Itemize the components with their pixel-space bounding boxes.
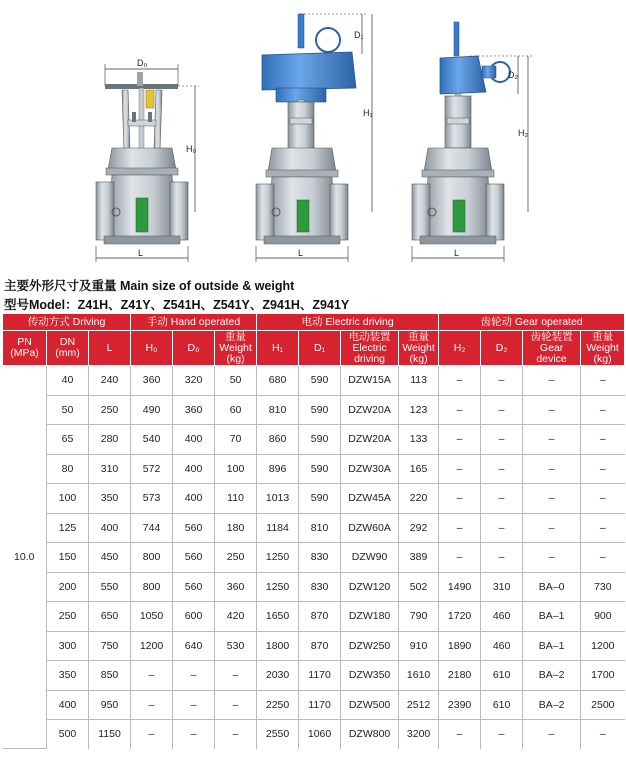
header-line: H₂ bbox=[453, 341, 466, 354]
group-driving: 传动方式 Driving bbox=[3, 314, 131, 331]
header-line: PN bbox=[17, 336, 32, 348]
table-cell: 3200 bbox=[399, 720, 439, 749]
table-cell: 125 bbox=[47, 513, 89, 543]
col-d1 bbox=[299, 331, 341, 366]
table-cell: 40 bbox=[47, 366, 89, 396]
group-hand: 手动 Hand operated bbox=[131, 314, 257, 331]
spec-table bbox=[2, 313, 625, 749]
table-cell: 830 bbox=[299, 543, 341, 573]
table-cell: 1050 bbox=[131, 602, 173, 632]
table-cell: 540 bbox=[131, 425, 173, 455]
table-cell: 590 bbox=[299, 484, 341, 514]
col-dn bbox=[47, 331, 89, 366]
table-cell: BA–2 bbox=[523, 661, 581, 691]
table-cell: 180 bbox=[215, 513, 257, 543]
header-line: Electric bbox=[352, 341, 387, 354]
table-cell: 220 bbox=[399, 484, 439, 514]
header-line: (kg) bbox=[593, 352, 612, 365]
table-cell: – bbox=[481, 425, 523, 455]
table-cell: 2030 bbox=[257, 661, 299, 691]
table-cell: 680 bbox=[257, 366, 299, 396]
table-cell: BA–1 bbox=[523, 631, 581, 661]
col-pn bbox=[3, 331, 47, 366]
table-cell: 1720 bbox=[439, 602, 481, 632]
table-cell: 810 bbox=[299, 513, 341, 543]
col-weight-electric bbox=[399, 331, 439, 366]
table-row bbox=[3, 543, 625, 573]
table-cell: – bbox=[523, 513, 581, 543]
table-cell: DZW15A bbox=[341, 366, 399, 396]
table-cell: 400 bbox=[89, 513, 131, 543]
table-cell: 896 bbox=[257, 454, 299, 484]
table-cell: – bbox=[439, 366, 481, 396]
table-cell: 400 bbox=[173, 425, 215, 455]
table-body bbox=[3, 366, 625, 749]
table-cell: – bbox=[439, 484, 481, 514]
table-cell: 70 bbox=[215, 425, 257, 455]
table-row bbox=[3, 454, 625, 484]
col-h0 bbox=[131, 331, 173, 366]
table-cell: DZW120 bbox=[341, 572, 399, 602]
table-cell: DZW45A bbox=[341, 484, 399, 514]
table-cell: 113 bbox=[399, 366, 439, 396]
table-cell: 250 bbox=[215, 543, 257, 573]
header-line: Weight bbox=[586, 341, 619, 354]
table-cell: 790 bbox=[399, 602, 439, 632]
table-cell: 310 bbox=[89, 454, 131, 484]
table-row bbox=[3, 631, 625, 661]
header-line: 重量 bbox=[592, 330, 614, 343]
table-cell: 133 bbox=[399, 425, 439, 455]
gear-valve-drawing bbox=[412, 22, 532, 262]
table-cell: 60 bbox=[215, 395, 257, 425]
table-cell: DZW800 bbox=[341, 720, 399, 749]
table-cell: 850 bbox=[89, 661, 131, 691]
col-weight-hand bbox=[215, 331, 257, 366]
header-line: D₀ bbox=[187, 341, 200, 354]
table-cell: 573 bbox=[131, 484, 173, 514]
table-row bbox=[3, 395, 625, 425]
label-l-right: L bbox=[454, 248, 460, 258]
table-cell: – bbox=[439, 395, 481, 425]
table-row bbox=[3, 572, 625, 602]
table-cell: DZW20A bbox=[341, 425, 399, 455]
table-cell: 400 bbox=[47, 690, 89, 720]
header-line: Weight bbox=[402, 341, 435, 354]
col-l bbox=[89, 331, 131, 366]
table-cell: 640 bbox=[173, 631, 215, 661]
table-cell: 610 bbox=[481, 661, 523, 691]
table-cell: DZW30A bbox=[341, 454, 399, 484]
table-cell: – bbox=[131, 690, 173, 720]
table-cell: – bbox=[439, 454, 481, 484]
table-cell: – bbox=[581, 484, 625, 514]
table-cell: – bbox=[481, 513, 523, 543]
header-line: (kg) bbox=[409, 352, 428, 365]
table-cell: – bbox=[215, 690, 257, 720]
table-cell: 1170 bbox=[299, 661, 341, 691]
table-cell: 530 bbox=[215, 631, 257, 661]
table-cell: 110 bbox=[215, 484, 257, 514]
table-cell: 1250 bbox=[257, 543, 299, 573]
table-cell: 50 bbox=[215, 366, 257, 396]
table-cell: – bbox=[131, 661, 173, 691]
header-line: DN bbox=[59, 336, 76, 348]
table-cell: DZW500 bbox=[341, 690, 399, 720]
table-cell: – bbox=[581, 513, 625, 543]
table-cell: 1060 bbox=[299, 720, 341, 749]
table-cell: 300 bbox=[47, 631, 89, 661]
table-cell: DZW250 bbox=[341, 631, 399, 661]
table-row bbox=[3, 690, 625, 720]
table-cell: 350 bbox=[89, 484, 131, 514]
table-cell: – bbox=[439, 513, 481, 543]
table-row bbox=[3, 602, 625, 632]
table-cell: 1250 bbox=[257, 572, 299, 602]
table-cell: 360 bbox=[215, 572, 257, 602]
table-cell: 1150 bbox=[89, 720, 131, 749]
table-cell: – bbox=[523, 425, 581, 455]
table-cell: 400 bbox=[173, 454, 215, 484]
table-cell: 1890 bbox=[439, 631, 481, 661]
table-cell: – bbox=[523, 543, 581, 573]
table-cell: 1170 bbox=[299, 690, 341, 720]
group-electric: 电动 Electric driving bbox=[257, 314, 439, 331]
table-cell: 320 bbox=[173, 366, 215, 396]
table-cell: 560 bbox=[173, 572, 215, 602]
table-cell: 280 bbox=[89, 425, 131, 455]
table-cell: DZW20A bbox=[341, 395, 399, 425]
header-line: H₁ bbox=[271, 341, 284, 354]
table-cell: 800 bbox=[131, 572, 173, 602]
col-h1 bbox=[257, 331, 299, 366]
table-cell: 2250 bbox=[257, 690, 299, 720]
table-cell: 389 bbox=[399, 543, 439, 573]
table-row bbox=[3, 513, 625, 543]
header-line: driving bbox=[354, 352, 386, 365]
header-line: device bbox=[536, 352, 567, 365]
table-cell: – bbox=[439, 425, 481, 455]
table-cell: 870 bbox=[299, 602, 341, 632]
header-line: Weight bbox=[219, 341, 252, 354]
table-cell: 1184 bbox=[257, 513, 299, 543]
table-cell: DZW180 bbox=[341, 602, 399, 632]
table-cell: 240 bbox=[89, 366, 131, 396]
table-cell: DZW350 bbox=[341, 661, 399, 691]
label-h2: H₂ bbox=[518, 128, 528, 138]
table-cell: – bbox=[215, 661, 257, 691]
electric-valve-drawing bbox=[256, 14, 373, 262]
section-title: 主要外形尺寸及重量 Main size of outside & weight bbox=[4, 279, 295, 293]
table-row bbox=[3, 720, 625, 749]
table-cell: 810 bbox=[257, 395, 299, 425]
table-cell: 590 bbox=[299, 395, 341, 425]
table-cell: 560 bbox=[173, 543, 215, 573]
table-cell: 100 bbox=[47, 484, 89, 514]
table-cell: – bbox=[439, 543, 481, 573]
table-cell: DZW90 bbox=[341, 543, 399, 573]
table-cell: – bbox=[523, 720, 581, 749]
model-line: 型号Model：Z41H、Z41Y、Z541H、Z541Y、Z941H、Z941Y bbox=[4, 298, 350, 312]
group-header-row bbox=[3, 314, 625, 331]
label-d2: D₂ bbox=[508, 70, 518, 80]
table-cell: – bbox=[173, 661, 215, 691]
label-h0: H₀ bbox=[186, 144, 197, 154]
table-cell: – bbox=[581, 543, 625, 573]
table-cell: 830 bbox=[299, 572, 341, 602]
header-line: D₂ bbox=[495, 341, 508, 354]
table-cell: 2180 bbox=[439, 661, 481, 691]
label-d1: D₁ bbox=[354, 30, 364, 40]
hand-valve-drawing bbox=[96, 58, 199, 262]
table-cell: 590 bbox=[299, 366, 341, 396]
table-row bbox=[3, 366, 625, 396]
table-cell: – bbox=[523, 484, 581, 514]
table-cell: – bbox=[173, 720, 215, 749]
table-cell: – bbox=[131, 720, 173, 749]
table-cell: 1800 bbox=[257, 631, 299, 661]
table-cell: – bbox=[581, 366, 625, 396]
table-cell: 400 bbox=[173, 484, 215, 514]
table-cell: 2390 bbox=[439, 690, 481, 720]
table-cell: – bbox=[523, 366, 581, 396]
table-cell: 572 bbox=[131, 454, 173, 484]
table-cell: 250 bbox=[89, 395, 131, 425]
table-cell: 100 bbox=[215, 454, 257, 484]
table-cell: – bbox=[439, 720, 481, 749]
header-line: 重量 bbox=[408, 330, 430, 343]
label-l-left: L bbox=[138, 248, 144, 258]
table-cell: 590 bbox=[299, 454, 341, 484]
table-cell: DZW60A bbox=[341, 513, 399, 543]
column-header-row bbox=[3, 331, 625, 366]
table-cell: – bbox=[481, 543, 523, 573]
table-cell: 50 bbox=[47, 395, 89, 425]
table-cell: 80 bbox=[47, 454, 89, 484]
table-cell: 65 bbox=[47, 425, 89, 455]
table-cell: 250 bbox=[47, 602, 89, 632]
header-line: (MPa) bbox=[10, 347, 39, 359]
table-cell: – bbox=[523, 395, 581, 425]
table-cell: BA–0 bbox=[523, 572, 581, 602]
table-cell: 360 bbox=[131, 366, 173, 396]
table-cell: 292 bbox=[399, 513, 439, 543]
table-cell: 1013 bbox=[257, 484, 299, 514]
col-h2 bbox=[439, 331, 481, 366]
table-cell: 200 bbox=[47, 572, 89, 602]
table-cell: – bbox=[173, 690, 215, 720]
table-cell: – bbox=[581, 395, 625, 425]
table-cell: 590 bbox=[299, 425, 341, 455]
header-line: H₀ bbox=[145, 341, 158, 354]
table-cell: 350 bbox=[47, 661, 89, 691]
table-cell: 730 bbox=[581, 572, 625, 602]
table-cell: 870 bbox=[299, 631, 341, 661]
table-cell: 1650 bbox=[257, 602, 299, 632]
table-cell: 1700 bbox=[581, 661, 625, 691]
table-cell: – bbox=[481, 720, 523, 749]
header-line: 齿轮装置 bbox=[530, 330, 573, 343]
table-cell: 2550 bbox=[257, 720, 299, 749]
table-cell: 490 bbox=[131, 395, 173, 425]
header-line: (kg) bbox=[226, 352, 245, 365]
table-cell: 150 bbox=[47, 543, 89, 573]
table-cell: 502 bbox=[399, 572, 439, 602]
table-cell: 550 bbox=[89, 572, 131, 602]
table-cell: 1490 bbox=[439, 572, 481, 602]
table-cell: – bbox=[523, 454, 581, 484]
table-cell: 2500 bbox=[581, 690, 625, 720]
table-cell: 450 bbox=[89, 543, 131, 573]
table-cell: 600 bbox=[173, 602, 215, 632]
table-cell: 1200 bbox=[581, 631, 625, 661]
table-cell: – bbox=[581, 720, 625, 749]
table-cell: BA–1 bbox=[523, 602, 581, 632]
table-cell: – bbox=[481, 454, 523, 484]
header-line: L bbox=[106, 341, 113, 354]
table-cell: 900 bbox=[581, 602, 625, 632]
table-cell: – bbox=[481, 484, 523, 514]
table-cell: 610 bbox=[481, 690, 523, 720]
table-cell: – bbox=[481, 395, 523, 425]
table-cell: 500 bbox=[47, 720, 89, 749]
header-line: (mm) bbox=[55, 347, 80, 359]
valve-drawings bbox=[0, 0, 626, 272]
table-cell: – bbox=[481, 366, 523, 396]
header-line: Gear bbox=[539, 341, 564, 354]
header-line: 电动装置 bbox=[348, 330, 391, 343]
table-cell: 165 bbox=[399, 454, 439, 484]
col-gear-device bbox=[523, 331, 581, 366]
header-line: D₁ bbox=[313, 341, 326, 354]
pn-cell: 10.0 bbox=[3, 366, 47, 749]
table-cell: 1610 bbox=[399, 661, 439, 691]
table-cell: 744 bbox=[131, 513, 173, 543]
group-gear: 齿轮动 Gear operated bbox=[439, 314, 625, 331]
label-h1: H₁ bbox=[363, 108, 373, 118]
table-cell: 2512 bbox=[399, 690, 439, 720]
col-weight-gear bbox=[581, 331, 625, 366]
table-cell: 420 bbox=[215, 602, 257, 632]
table-cell: 460 bbox=[481, 602, 523, 632]
table-cell: 910 bbox=[399, 631, 439, 661]
header-line: 重量 bbox=[225, 330, 247, 343]
table-cell: 860 bbox=[257, 425, 299, 455]
table-row bbox=[3, 425, 625, 455]
table-cell: 1200 bbox=[131, 631, 173, 661]
table-row bbox=[3, 484, 625, 514]
table-cell: 800 bbox=[131, 543, 173, 573]
table-cell: 560 bbox=[173, 513, 215, 543]
col-electric-device bbox=[341, 331, 399, 366]
table-cell: 460 bbox=[481, 631, 523, 661]
table-cell: BA–2 bbox=[523, 690, 581, 720]
label-l-middle: L bbox=[298, 248, 304, 258]
table-cell: 310 bbox=[481, 572, 523, 602]
col-d0 bbox=[173, 331, 215, 366]
table-cell: 360 bbox=[173, 395, 215, 425]
col-d2 bbox=[481, 331, 523, 366]
table-cell: 123 bbox=[399, 395, 439, 425]
table-row bbox=[3, 661, 625, 691]
table-cell: 950 bbox=[89, 690, 131, 720]
table-cell: – bbox=[581, 454, 625, 484]
table-cell: – bbox=[581, 425, 625, 455]
table-cell: 650 bbox=[89, 602, 131, 632]
label-d0: D₀ bbox=[137, 58, 148, 68]
table-cell: – bbox=[215, 720, 257, 749]
table-cell: 750 bbox=[89, 631, 131, 661]
